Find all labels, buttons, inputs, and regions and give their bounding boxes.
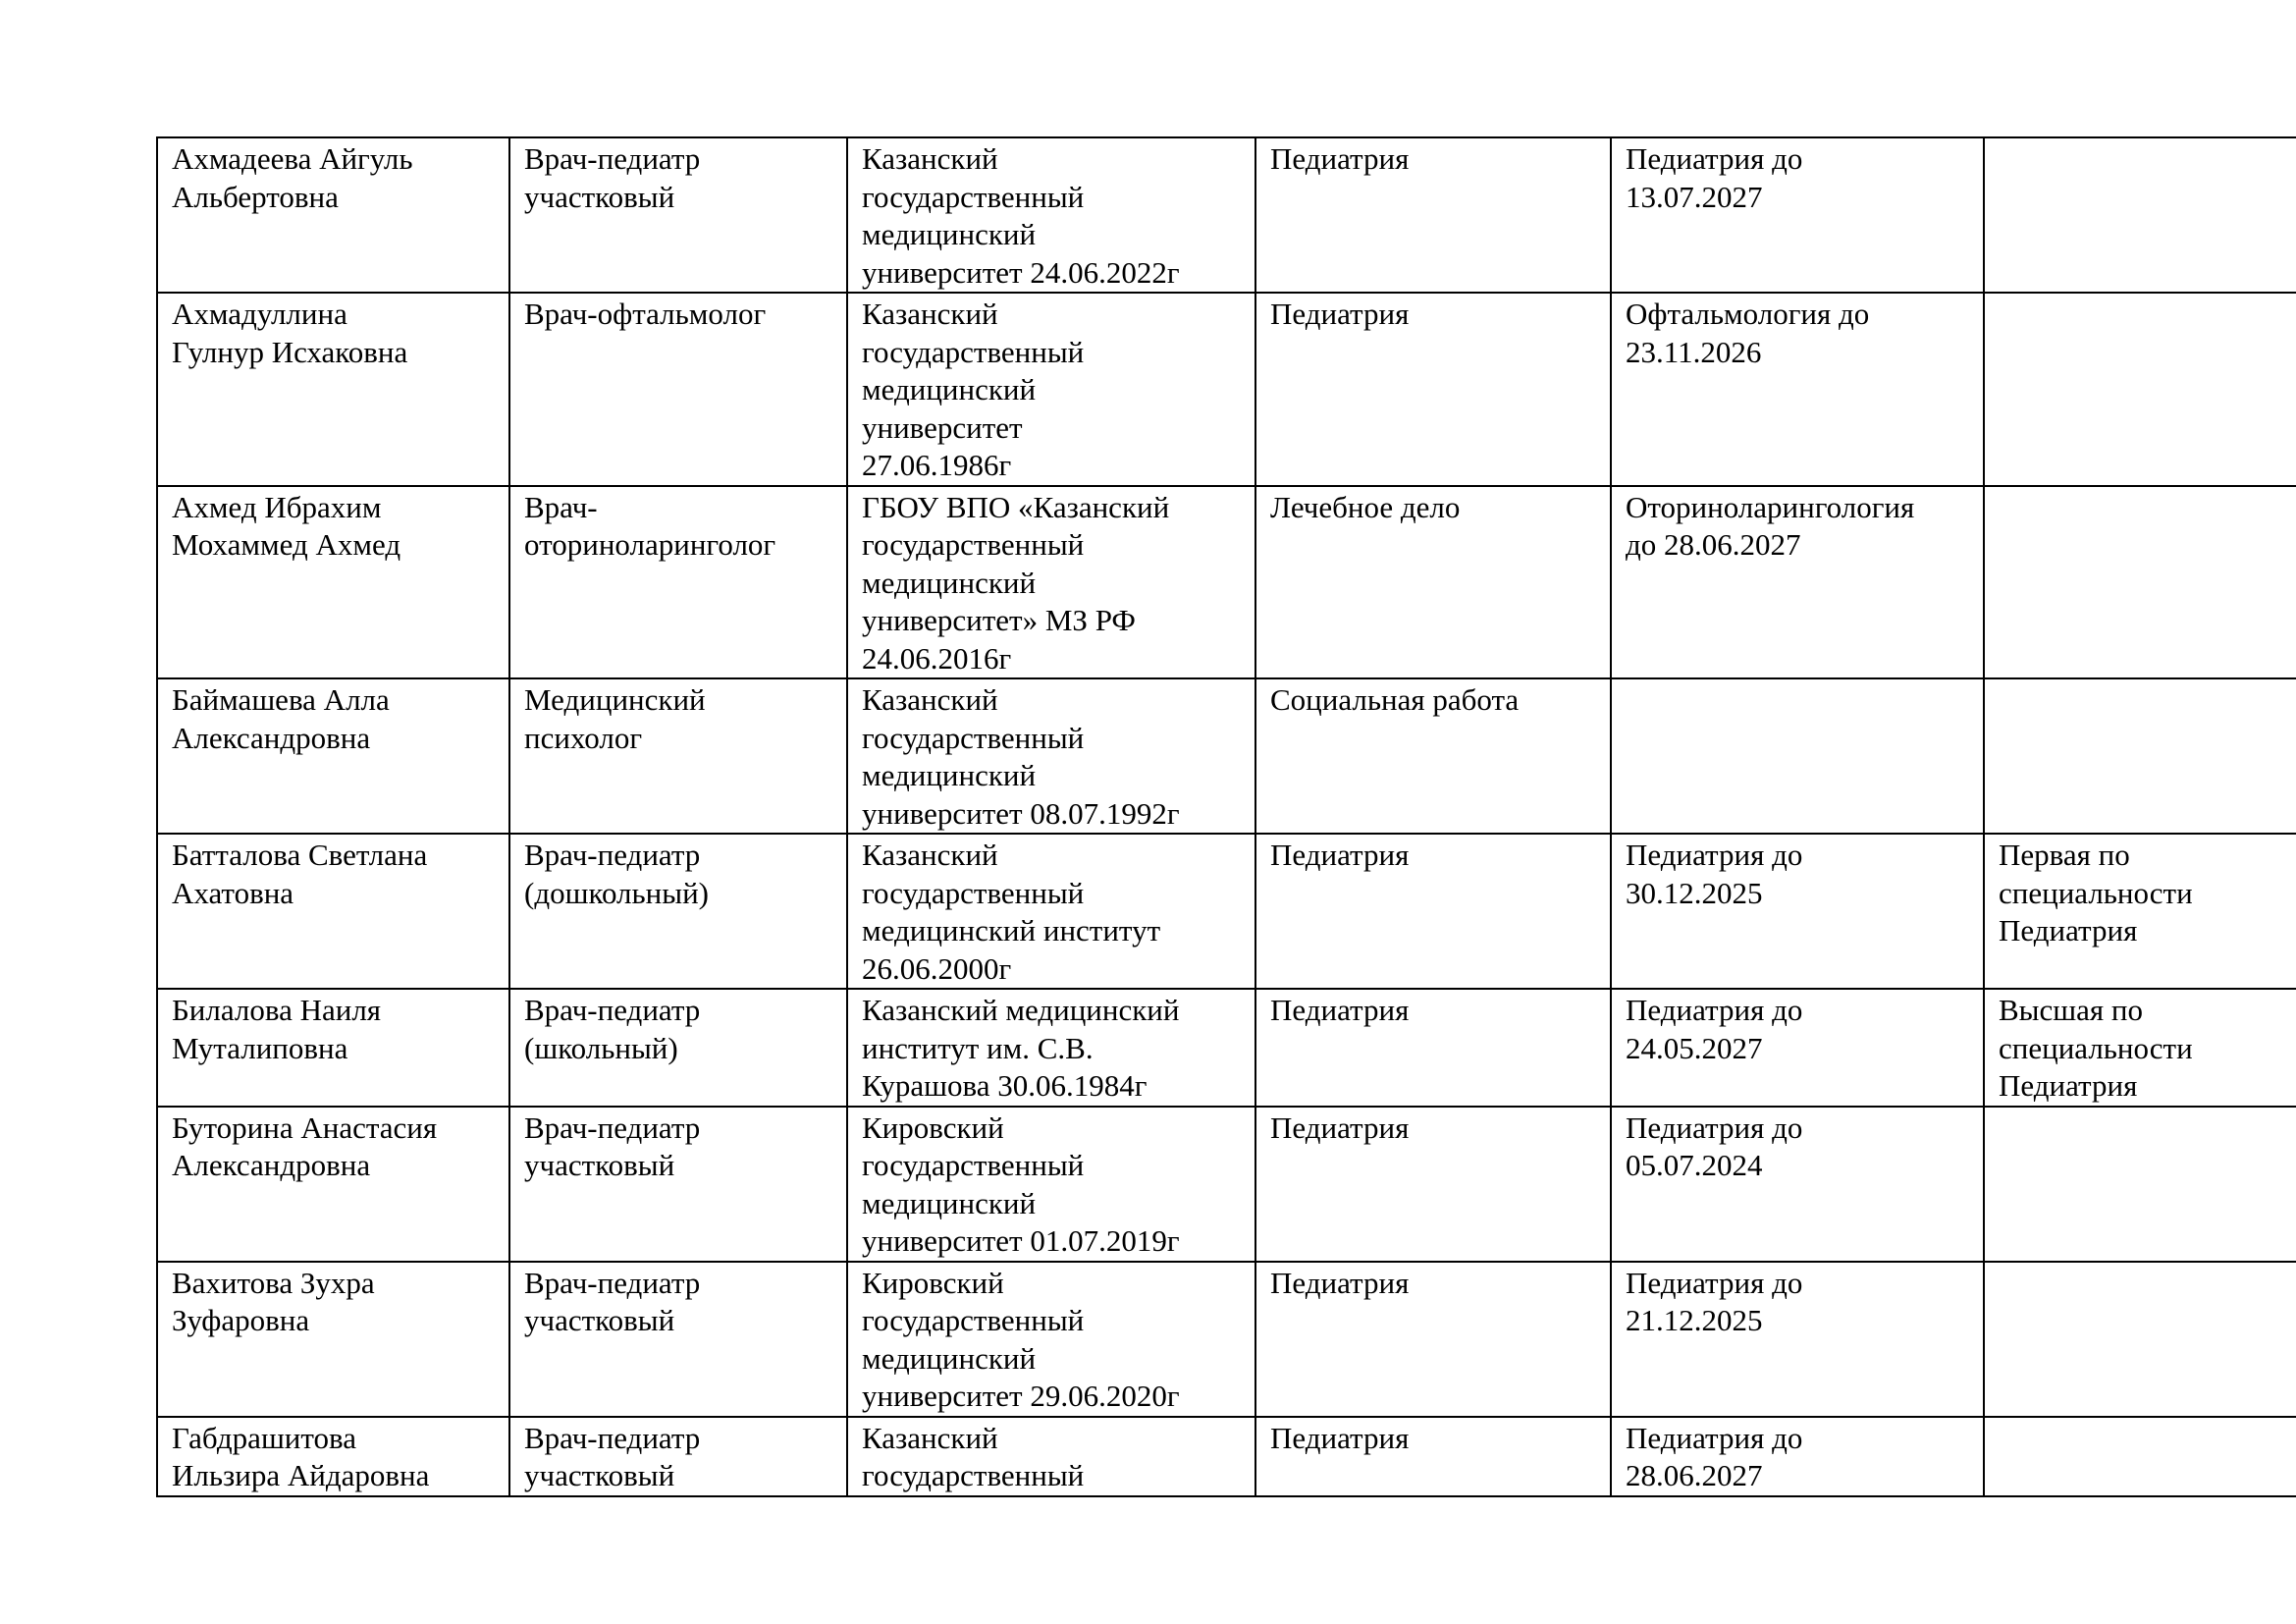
cell-education-line: 24.06.2016г: [862, 640, 1012, 676]
cell-education-line: государственный: [862, 1303, 1085, 1337]
cell-position: [509, 137, 847, 293]
cell-position-line: (школьный): [524, 1030, 678, 1065]
cell-certificate: [1611, 1107, 1984, 1262]
cell-education-line: государственный: [862, 720, 1085, 755]
cell-full-name-line: Батталова Светлана: [172, 838, 428, 872]
cell-education: [847, 989, 1255, 1107]
cell-position-line: оториноларинголог: [524, 527, 776, 562]
cell-education-line: Кировский: [862, 1265, 1004, 1300]
cell-category: [1984, 678, 2296, 834]
cell-education-line: университет: [862, 409, 1023, 445]
cell-education-line: университет 24.06.2022г: [862, 254, 1180, 290]
cell-position: [509, 1417, 847, 1496]
cell-position-line: Врач-педиатр: [524, 993, 701, 1027]
cell-education: [847, 834, 1255, 989]
cell-category-line: Педиатрия: [1999, 1068, 2138, 1103]
cell-certificate: [1611, 137, 1984, 293]
cell-position: [509, 834, 847, 989]
cell-category-line: Высшая по: [1999, 993, 2143, 1027]
cell-education-line: медицинский: [862, 1340, 1037, 1376]
cell-certificate-line: Офтальмология до: [1626, 297, 1870, 331]
cell-specialty: [1255, 1262, 1611, 1417]
cell-specialty: [1255, 678, 1611, 834]
cell-specialty-line: Педиатрия: [1270, 1110, 1410, 1145]
cell-education-line: университет» МЗ РФ: [862, 603, 1136, 637]
cell-specialty-line: Педиатрия: [1270, 838, 1410, 872]
cell-specialty-line: Педиатрия: [1270, 1265, 1410, 1300]
cell-education: [847, 1262, 1255, 1417]
cell-position: [509, 1262, 847, 1417]
cell-specialty-line: Педиатрия: [1270, 141, 1410, 176]
table-row: [157, 989, 2296, 1107]
cell-education-line: медицинский: [862, 1185, 1037, 1220]
cell-specialty: [1255, 1417, 1611, 1496]
cell-specialty: [1255, 486, 1611, 679]
cell-position: [509, 1107, 847, 1262]
cell-full-name: [157, 678, 509, 834]
cell-full-name-line: Муталиповна: [172, 1030, 348, 1065]
cell-specialty-line: Педиатрия: [1270, 1420, 1410, 1455]
cell-education-line: университет 01.07.2019г: [862, 1223, 1180, 1258]
cell-education: [847, 486, 1255, 679]
cell-category: [1984, 1107, 2296, 1262]
cell-certificate-line: до 28.06.2027: [1626, 527, 1801, 562]
table-row: [157, 1417, 2296, 1496]
cell-certificate: [1611, 293, 1984, 486]
cell-education: [847, 137, 1255, 293]
cell-category: [1984, 1417, 2296, 1496]
cell-full-name-line: Баймашева Алла: [172, 682, 390, 717]
cell-full-name: [157, 486, 509, 679]
cell-certificate-line: Педиатрия до: [1626, 1420, 1803, 1455]
table-row: [157, 137, 2296, 293]
cell-category: [1984, 989, 2296, 1107]
cell-education-line: государственный: [862, 1148, 1085, 1182]
cell-education-line: государственный: [862, 527, 1085, 562]
cell-full-name-line: Ильзира Айдаровна: [172, 1458, 430, 1492]
cell-education-line: Курашова 30.06.1984г: [862, 1068, 1148, 1103]
cell-education-line: университет 29.06.2020г: [862, 1379, 1180, 1413]
cell-position-line: участковый: [524, 179, 675, 214]
cell-full-name: [157, 834, 509, 989]
cell-position-line: участковый: [524, 1148, 675, 1182]
cell-full-name: [157, 989, 509, 1107]
table-row: [157, 834, 2296, 989]
cell-certificate: [1611, 678, 1984, 834]
cell-position-line: Врач-: [524, 489, 598, 524]
cell-position: [509, 293, 847, 486]
cell-certificate-line: Педиатрия до: [1626, 141, 1803, 176]
cell-category-line: специальности: [1999, 1030, 2193, 1065]
cell-full-name-line: Ахмадеева Айгуль: [172, 141, 413, 176]
cell-position-line: Врач-педиатр: [524, 838, 701, 872]
cell-category: [1984, 1262, 2296, 1417]
cell-education-line: медицинский: [862, 565, 1037, 600]
cell-category: [1984, 137, 2296, 293]
cell-specialty: [1255, 293, 1611, 486]
cell-category-line: Первая по: [1999, 838, 2130, 872]
cell-specialty-line: Педиатрия: [1270, 297, 1410, 331]
cell-full-name-line: Гулнур Исхаковна: [172, 334, 408, 369]
cell-education-line: государственный: [862, 1458, 1085, 1492]
cell-certificate-line: 28.06.2027: [1626, 1458, 1763, 1492]
cell-full-name-line: Ахатовна: [172, 875, 294, 910]
cell-position-line: Врач-офтальмолог: [524, 297, 767, 331]
cell-education-line: государственный: [862, 179, 1085, 214]
cell-education-line: медицинский институт: [862, 913, 1161, 947]
cell-category-line: специальности: [1999, 875, 2193, 910]
cell-certificate-line: Педиатрия до: [1626, 993, 1803, 1027]
cell-education-line: медицинский: [862, 372, 1037, 406]
cell-full-name-line: Мохаммед Ахмед: [172, 527, 401, 562]
cell-education-line: государственный: [862, 334, 1085, 369]
cell-specialty: [1255, 1107, 1611, 1262]
staff-table: [156, 136, 2296, 1497]
cell-position-line: Медицинский: [524, 682, 706, 717]
cell-certificate-line: Педиатрия до: [1626, 1110, 1803, 1145]
cell-certificate: [1611, 1262, 1984, 1417]
table-row: [157, 486, 2296, 679]
cell-full-name-line: Буторина Анастасия: [172, 1110, 438, 1145]
cell-education-line: Казанский: [862, 1420, 998, 1455]
cell-education-line: 27.06.1986г: [862, 448, 1012, 482]
table-row: [157, 1107, 2296, 1262]
cell-full-name: [157, 1107, 509, 1262]
cell-position-line: Врач-педиатр: [524, 1420, 701, 1455]
cell-category: [1984, 834, 2296, 989]
cell-education-line: Казанский: [862, 682, 998, 717]
cell-full-name-line: Ахмадуллина: [172, 297, 347, 331]
cell-category-line: Педиатрия: [1999, 913, 2138, 947]
cell-education-line: Казанский: [862, 297, 998, 331]
cell-education-line: 26.06.2000г: [862, 950, 1012, 986]
cell-full-name-line: Билалова Наиля: [172, 993, 382, 1027]
cell-education-line: Казанский: [862, 838, 998, 872]
cell-education: [847, 293, 1255, 486]
cell-position-line: участковый: [524, 1303, 675, 1337]
cell-specialty-line: Педиатрия: [1270, 993, 1410, 1027]
cell-full-name-line: Зуфаровна: [172, 1303, 310, 1337]
table-row: [157, 1262, 2296, 1417]
cell-certificate-line: Педиатрия до: [1626, 838, 1803, 872]
cell-position: [509, 678, 847, 834]
cell-certificate: [1611, 834, 1984, 989]
cell-education-line: Кировский: [862, 1110, 1004, 1145]
cell-certificate-line: Оториноларингология: [1626, 489, 1915, 524]
table-row: [157, 678, 2296, 834]
cell-certificate-line: 23.11.2026: [1626, 334, 1762, 369]
cell-full-name: [157, 293, 509, 486]
table-row: [157, 293, 2296, 486]
cell-position-line: психолог: [524, 720, 643, 755]
cell-certificate-line: 30.12.2025: [1626, 875, 1763, 910]
cell-position: [509, 486, 847, 679]
cell-full-name-line: Вахитова Зухра: [172, 1265, 375, 1300]
cell-full-name-line: Габдрашитова: [172, 1420, 357, 1455]
cell-certificate-line: 24.05.2027: [1626, 1030, 1763, 1065]
cell-certificate-line: 21.12.2025: [1626, 1303, 1763, 1337]
cell-education: [847, 678, 1255, 834]
cell-education: [847, 1417, 1255, 1496]
cell-full-name: [157, 1417, 509, 1496]
cell-full-name: [157, 1262, 509, 1417]
cell-education-line: медицинский: [862, 217, 1037, 251]
cell-specialty-line: Лечебное дело: [1270, 489, 1461, 524]
staff-table-body: [157, 137, 2296, 1496]
cell-position-line: Врач-педиатр: [524, 1110, 701, 1145]
cell-education-line: институт им. С.В.: [862, 1030, 1094, 1065]
cell-certificate: [1611, 486, 1984, 679]
cell-certificate-line: 13.07.2027: [1626, 179, 1763, 214]
cell-education-line: Казанский медицинский: [862, 993, 1180, 1027]
cell-education-line: ГБОУ ВПО «Казанский: [862, 489, 1170, 524]
cell-full-name-line: Александровна: [172, 1148, 371, 1182]
cell-position-line: Врач-педиатр: [524, 141, 701, 176]
cell-certificate: [1611, 1417, 1984, 1496]
cell-education: [847, 1107, 1255, 1262]
cell-education-line: государственный: [862, 875, 1085, 910]
cell-specialty: [1255, 989, 1611, 1107]
cell-full-name-line: Александровна: [172, 720, 371, 755]
cell-full-name-line: Альбертовна: [172, 179, 339, 214]
cell-category: [1984, 293, 2296, 486]
cell-certificate-line: 05.07.2024: [1626, 1148, 1763, 1182]
cell-specialty: [1255, 834, 1611, 989]
cell-certificate: [1611, 989, 1984, 1107]
cell-full-name-line: Ахмед Ибрахим: [172, 489, 382, 524]
cell-specialty: [1255, 137, 1611, 293]
cell-education-line: университет 08.07.1992г: [862, 795, 1180, 831]
cell-category: [1984, 486, 2296, 679]
cell-education-line: Казанский: [862, 141, 998, 176]
cell-education-line: медицинский: [862, 758, 1037, 792]
cell-position-line: (дошкольный): [524, 875, 709, 910]
cell-position-line: Врач-педиатр: [524, 1265, 701, 1300]
cell-position: [509, 989, 847, 1107]
cell-specialty-line: Социальная работа: [1270, 682, 1520, 717]
cell-position-line: участковый: [524, 1458, 675, 1492]
cell-certificate-line: Педиатрия до: [1626, 1265, 1803, 1300]
cell-full-name: [157, 137, 509, 293]
